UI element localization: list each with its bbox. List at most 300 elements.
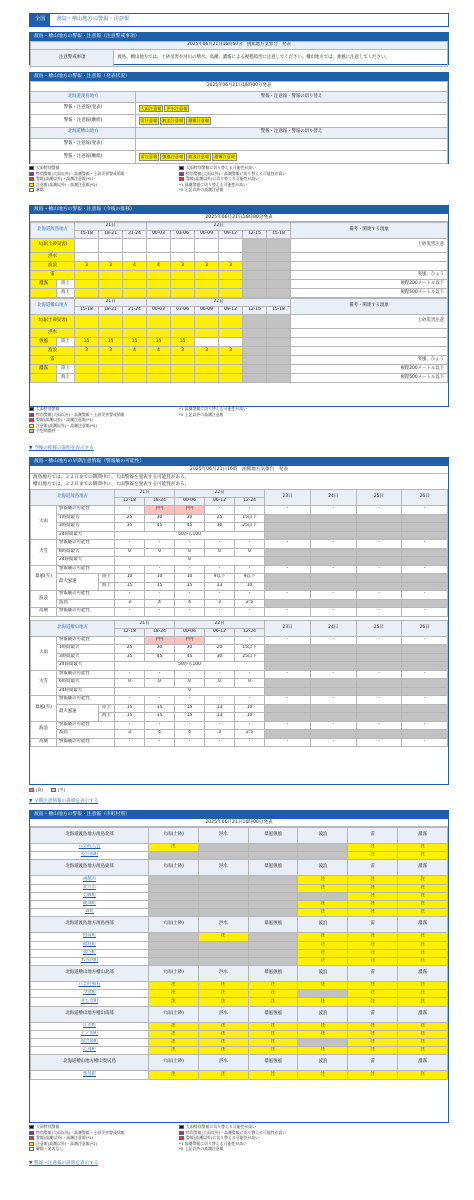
early-possibility bbox=[175, 636, 205, 645]
early-value: 13 bbox=[205, 704, 235, 713]
towns-chu: 注 bbox=[171, 1022, 176, 1028]
early-tables bbox=[30, 489, 448, 747]
forecast-cell bbox=[267, 239, 291, 253]
early-day-cell bbox=[402, 662, 448, 671]
early-value: 10 bbox=[235, 582, 265, 591]
early-dash: - bbox=[248, 696, 251, 702]
forecast-cell bbox=[171, 239, 195, 253]
forecast-cell bbox=[267, 374, 291, 383]
forecast-day1: 21日 bbox=[75, 223, 147, 231]
towns-town-link[interactable]: 今金町 bbox=[31, 990, 149, 998]
forecast-value: 3 bbox=[181, 262, 184, 268]
early-value: 15 bbox=[115, 704, 145, 713]
forecast-value: 3 bbox=[85, 262, 88, 268]
early-dash: - bbox=[378, 591, 380, 597]
early-mid: [中] bbox=[185, 506, 194, 512]
towns-chu: 注 bbox=[420, 884, 425, 890]
towns-chu: 注 bbox=[320, 876, 326, 882]
early-day-cell bbox=[356, 548, 402, 557]
forecast-cell bbox=[123, 347, 147, 356]
forecast-row-label bbox=[31, 374, 57, 383]
early-value: 15 bbox=[115, 582, 145, 591]
early-day-cell bbox=[265, 636, 311, 645]
early-sub: 1時間最大 bbox=[57, 514, 115, 523]
towns-chu: 注 bbox=[171, 1039, 176, 1045]
forecast-cell bbox=[99, 315, 123, 329]
towns-chu: 注 bbox=[171, 1030, 176, 1036]
forecast-time: 06-09 bbox=[195, 307, 219, 315]
forecast-cell bbox=[75, 374, 99, 383]
towns-col-header: 雷 bbox=[348, 828, 398, 844]
forecast-row-label: 大雨(土砂災害) bbox=[31, 315, 75, 329]
early-value: 10 bbox=[115, 574, 145, 583]
towns-chu: 注 bbox=[320, 1030, 326, 1036]
early-snow: 大雪 bbox=[31, 540, 57, 566]
early-value: 2.5 bbox=[235, 599, 265, 608]
early-value: 30 bbox=[145, 645, 175, 654]
early-time: 00-06 bbox=[175, 628, 205, 636]
towns-chu: 注 bbox=[221, 933, 226, 939]
towns-col-header: 波浪 bbox=[298, 828, 348, 844]
early-value: 15 bbox=[145, 582, 175, 591]
early-h24: 50から100 bbox=[115, 662, 265, 671]
towns-chu: 注 bbox=[320, 1047, 326, 1053]
towns-group-title: 北海道檜山地方檜山奥尻島 bbox=[31, 1055, 149, 1071]
towns-chu: 注 bbox=[420, 1030, 425, 1036]
early-day: 24日 bbox=[310, 620, 356, 636]
legend-entry: 警報(高潮以外)に切り替える可能性が高い bbox=[186, 176, 260, 181]
legend-entry: 警報(高潮以外)に切り替える可能性が高い bbox=[186, 1135, 260, 1140]
towns-cell bbox=[298, 1030, 348, 1038]
forecast-value: 3 bbox=[109, 262, 112, 268]
towns-col-header: 波浪 bbox=[298, 1006, 348, 1022]
early-value: 15以下 bbox=[235, 645, 265, 654]
towns-cell bbox=[348, 876, 398, 884]
forecast-cell bbox=[243, 262, 267, 271]
early-value bbox=[175, 565, 205, 574]
early-area[interactable]: 北海道檜山地方 bbox=[31, 620, 115, 636]
towns-chu: 注 bbox=[420, 1039, 425, 1045]
towns-cell bbox=[149, 998, 199, 1006]
forecast-cell bbox=[195, 338, 219, 347]
early-dash: - bbox=[128, 540, 131, 546]
breadcrumb-home-link[interactable]: 全国 bbox=[30, 14, 50, 26]
towns-cell bbox=[248, 884, 298, 892]
status-area1[interactable]: 北海道渡島地方 bbox=[31, 92, 136, 102]
towns-group-title: 北海道渡島地方渡島東部 bbox=[31, 860, 149, 876]
towns-town-link[interactable]: 木古内町 bbox=[31, 957, 149, 965]
forecast-section bbox=[29, 205, 449, 407]
early-possibility bbox=[235, 506, 265, 515]
early-explain-link[interactable]: ▼ 早期注意情報の説明を表示する bbox=[29, 799, 99, 804]
forecast-note: 土砂災害注意 bbox=[291, 315, 448, 329]
forecast-cell bbox=[99, 365, 123, 374]
towns-cell bbox=[198, 941, 248, 949]
early-day-cell bbox=[402, 506, 448, 515]
forecast-cell bbox=[75, 315, 99, 329]
towns-cell bbox=[198, 852, 248, 860]
status-b2-tags bbox=[136, 151, 448, 164]
early-value: 15 bbox=[175, 713, 205, 722]
towns-town-link[interactable]: 北斗市 bbox=[31, 884, 149, 892]
towns-town-link[interactable]: 函館市 bbox=[31, 876, 149, 884]
forecast-cell bbox=[171, 253, 195, 262]
towns-cell bbox=[149, 990, 199, 998]
towns-cell bbox=[348, 1071, 398, 1079]
forecast-note bbox=[291, 253, 448, 262]
towns-cell bbox=[198, 990, 248, 998]
early-day: 25日 bbox=[356, 620, 402, 636]
forecast-issued: 2025年06月21日16時00分発表 bbox=[30, 214, 448, 222]
legend-entry: 警報(高潮以外)・高潮注意報(*1) bbox=[36, 417, 94, 422]
towns-cell bbox=[149, 884, 199, 892]
early-sub: 波高 bbox=[57, 730, 115, 739]
forecast-cell bbox=[219, 253, 243, 262]
early-value: 3 bbox=[115, 599, 145, 608]
towns-cell bbox=[248, 876, 298, 884]
early-dash: - bbox=[423, 540, 426, 546]
forecast-cell bbox=[147, 315, 171, 329]
forecast-cell bbox=[147, 239, 171, 253]
forecast-row-label: 濃霧 bbox=[31, 365, 57, 374]
towns-chu: 注 bbox=[420, 1071, 425, 1077]
early-value: 10 bbox=[235, 704, 265, 713]
towns-chu: 注 bbox=[370, 876, 375, 882]
forecast-cell bbox=[219, 315, 243, 329]
early-dash: - bbox=[423, 591, 426, 597]
towns-cell bbox=[398, 957, 448, 965]
forecast-cell bbox=[75, 253, 99, 262]
early-day-cell bbox=[402, 704, 448, 713]
early-time: 18-24 bbox=[145, 498, 175, 506]
early-day: 25日 bbox=[356, 490, 402, 506]
towns-chu: 注 bbox=[420, 982, 425, 988]
early-dash: - bbox=[248, 540, 251, 546]
towns-cell bbox=[348, 1047, 398, 1055]
forecast-cell bbox=[219, 338, 243, 347]
towns-town-link[interactable]: 福島町 bbox=[31, 941, 149, 949]
forecast-area[interactable]: 北海道渡島地方 bbox=[31, 223, 75, 239]
towns-chu: 注 bbox=[370, 941, 375, 947]
legend-high: [高] bbox=[36, 787, 43, 792]
early-sub: 警報級の可能性 bbox=[57, 565, 115, 574]
towns-chu: 注 bbox=[221, 1030, 226, 1036]
towns-col-header: 波浪 bbox=[298, 860, 348, 876]
early-time: 18-24 bbox=[145, 628, 175, 636]
forecast-cell bbox=[195, 347, 219, 356]
towns-cell bbox=[248, 1022, 298, 1030]
early-value bbox=[115, 721, 145, 730]
legend-entry: 大雨特別警報に切り替える可能性が高い bbox=[186, 1124, 257, 1129]
breadcrumb-current: 渡島・檜山地方の警報・注意報 bbox=[56, 16, 130, 23]
towns-chu: 注 bbox=[370, 844, 375, 850]
forecast-cell bbox=[75, 329, 99, 338]
towns-cell bbox=[348, 909, 398, 917]
forecast-cell bbox=[243, 329, 267, 338]
early-dash: - bbox=[128, 591, 131, 597]
towns-col-header: 雷 bbox=[348, 1006, 398, 1022]
early-day-cell bbox=[402, 582, 448, 591]
legend-entry: 警報(高潮以外)・高潮注意報(*1) bbox=[36, 1135, 94, 1140]
early-dash: - bbox=[332, 540, 334, 546]
towns-town-link[interactable]: 知内町 bbox=[31, 949, 149, 957]
status-a2-tag: 濃霧注意報 bbox=[188, 118, 210, 124]
towns-cell bbox=[149, 982, 199, 990]
towns-cell bbox=[298, 1071, 348, 1079]
towns-cell bbox=[398, 1039, 448, 1047]
early-dash: - bbox=[128, 721, 131, 727]
early-day-cell bbox=[310, 540, 356, 549]
forecast-time: 12-15 bbox=[243, 231, 267, 239]
early-value: 15以下 bbox=[235, 514, 265, 523]
status-area2[interactable]: 北海道檜山地方 bbox=[31, 128, 136, 138]
towns-cell bbox=[298, 1039, 348, 1047]
towns-cell bbox=[298, 957, 348, 965]
towns-town-link[interactable]: 松前町 bbox=[31, 933, 149, 941]
forecast-area[interactable]: 北海道檜山地方 bbox=[31, 299, 75, 315]
forecast-cell bbox=[267, 347, 291, 356]
towns-cell bbox=[298, 1022, 348, 1030]
early-value bbox=[175, 721, 205, 730]
early-day-cell bbox=[356, 679, 402, 688]
early-dash: - bbox=[378, 721, 380, 727]
forecast-cell bbox=[171, 271, 195, 280]
towns-cell bbox=[298, 884, 348, 892]
forecast-cell bbox=[219, 289, 243, 298]
forecast-cell bbox=[267, 315, 291, 329]
towns-cell bbox=[248, 852, 298, 860]
early-day2: 22日 bbox=[175, 620, 265, 628]
early-day-cell bbox=[310, 687, 356, 696]
early-dash: - bbox=[332, 565, 334, 571]
towns-cell bbox=[398, 1047, 448, 1055]
early-value bbox=[205, 565, 235, 574]
legend-entry: *2 上記以外の高潮注意報 bbox=[179, 411, 224, 417]
early-day-cell bbox=[265, 687, 311, 696]
forecast-value: 4 bbox=[133, 347, 136, 353]
early-value: 30 bbox=[145, 514, 175, 523]
forecast-cell bbox=[243, 315, 267, 329]
early-day-cell bbox=[356, 540, 402, 549]
status-a1-tags bbox=[136, 102, 448, 115]
early-day-cell bbox=[402, 599, 448, 608]
status-row-cont2: 警報・注意報(継続) bbox=[31, 151, 136, 164]
early-dash: - bbox=[286, 696, 289, 702]
towns-town-link[interactable]: 森町 bbox=[31, 909, 149, 917]
early-day-cell bbox=[310, 548, 356, 557]
early-value bbox=[205, 591, 235, 600]
towns-town-link[interactable]: 上ノ国町 bbox=[31, 1030, 149, 1038]
status-a2-tag: 雷注意報 bbox=[140, 118, 158, 124]
early-value: 0 bbox=[175, 548, 205, 557]
early-sub: 6時間最大 bbox=[57, 679, 115, 688]
early-day-cell bbox=[402, 730, 448, 739]
forecast-row-sub: 海上 bbox=[57, 289, 75, 298]
forecast-cell bbox=[147, 347, 171, 356]
towns-cell bbox=[398, 990, 448, 998]
towns-col-header: 大雨(土砂) bbox=[149, 966, 199, 982]
towns-town-link[interactable]: 七飯町 bbox=[31, 892, 149, 900]
towns-chu: 注 bbox=[370, 884, 375, 890]
early-header: 渡島・檜山地方の早期注意情報（警報級の可能性） bbox=[30, 458, 448, 466]
early-sub: 24時間最大 bbox=[57, 662, 115, 671]
forecast-cell bbox=[195, 374, 219, 383]
towns-col-header: 洪水 bbox=[198, 917, 248, 933]
early-value bbox=[115, 670, 145, 679]
towns-town-link[interactable]: 厚沢部町 bbox=[31, 1039, 149, 1047]
forecast-time: 00-03 bbox=[147, 231, 171, 239]
towns-town-link[interactable]: 鹿部町 bbox=[31, 900, 149, 908]
towns-town-link[interactable]: 長万部町 bbox=[31, 852, 149, 860]
early-sub: 警報級の可能性 bbox=[57, 591, 115, 600]
early-day-cell bbox=[310, 721, 356, 730]
towns-cell bbox=[398, 941, 448, 949]
towns-cell bbox=[398, 892, 448, 900]
status-row-issued2: 警報・注意報(発表) bbox=[31, 138, 136, 151]
early-day-cell bbox=[310, 531, 356, 540]
early-dash: - bbox=[158, 670, 161, 676]
early-day-cell bbox=[265, 696, 311, 705]
early-day-cell bbox=[356, 523, 402, 532]
forecast-cell bbox=[243, 289, 267, 298]
early-possibility bbox=[205, 506, 235, 515]
forecast-time: 03-06 bbox=[171, 307, 195, 315]
towns-cell bbox=[149, 876, 199, 884]
forecast-cell bbox=[99, 356, 123, 365]
early-dash: - bbox=[378, 540, 380, 546]
early-day-cell bbox=[310, 730, 356, 739]
towns-cell bbox=[198, 998, 248, 1006]
early-day-cell bbox=[310, 645, 356, 654]
towns-cell bbox=[149, 949, 199, 957]
forecast-cell bbox=[243, 365, 267, 374]
early-text2: 檜山地方では、２２日までの期間中に、大雨警報を発表する可能性がある。 bbox=[33, 482, 190, 487]
forecast-value: 3 bbox=[181, 347, 184, 353]
towns-cell bbox=[298, 941, 348, 949]
early-time: 12-18 bbox=[115, 498, 145, 506]
early-dash: - bbox=[286, 506, 289, 512]
towns-town-link[interactable]: 奥尻町 bbox=[31, 1071, 149, 1079]
forecast-cell bbox=[243, 253, 267, 262]
early-area[interactable]: 北海道渡島地方 bbox=[31, 490, 115, 506]
towns-chu: 注 bbox=[221, 1039, 226, 1045]
forecast-note: 突風、ひょう bbox=[291, 271, 448, 280]
forecast-cell bbox=[219, 239, 243, 253]
early-day-cell bbox=[310, 557, 356, 566]
forecast-note: 突風、ひょう bbox=[291, 356, 448, 365]
early-dash: - bbox=[332, 608, 334, 614]
early-day-cell bbox=[265, 721, 311, 730]
towns-cell bbox=[398, 982, 448, 990]
early-day-cell bbox=[265, 565, 311, 574]
early-value: 15 bbox=[145, 704, 175, 713]
legend-entry: 注意報(高潮以外)・高潮注意報(*2) bbox=[36, 181, 98, 187]
early-value: 20 bbox=[205, 645, 235, 654]
towns-chu: 注 bbox=[171, 990, 176, 996]
forecast-cell bbox=[75, 365, 99, 374]
towns-cell bbox=[248, 933, 298, 941]
towns-col-header: 暴風強風 bbox=[248, 1055, 298, 1071]
forecast-header: 渡島・檜山地方の警報・注意報（今後の推移） bbox=[30, 206, 448, 214]
forecast-value: 3 bbox=[205, 262, 208, 268]
early-value bbox=[175, 591, 205, 600]
towns-chu: 注 bbox=[320, 1022, 326, 1028]
early-time: 00-06 bbox=[175, 498, 205, 506]
forecast-cell bbox=[171, 315, 195, 329]
forecast-cell bbox=[195, 289, 219, 298]
early-value bbox=[115, 608, 145, 617]
legend-early bbox=[29, 787, 449, 795]
towns-explain-link[interactable]: ▼ 警報・注意報の説明を表示する bbox=[29, 1161, 99, 1166]
towns-cell bbox=[398, 852, 448, 860]
forecast-cell bbox=[267, 253, 291, 262]
early-value: 3 bbox=[115, 730, 145, 739]
early-dash: - bbox=[218, 636, 221, 642]
towns-cell bbox=[248, 1047, 298, 1055]
towns-chu: 注 bbox=[370, 852, 375, 858]
breadcrumb bbox=[29, 13, 449, 27]
forecast-value: 15 bbox=[83, 338, 90, 344]
legend-entry: 大雨特別警報 bbox=[36, 165, 60, 170]
towns-chu: 注 bbox=[420, 998, 425, 1004]
early-day-cell bbox=[265, 738, 311, 747]
early-value: 25 bbox=[115, 645, 145, 654]
early-value: 9以下 bbox=[205, 574, 235, 583]
early-value: 10 bbox=[175, 574, 205, 583]
early-day-cell bbox=[356, 531, 402, 540]
towns-col-header: 大雨(土砂) bbox=[149, 1055, 199, 1071]
towns-town-link[interactable]: せたな町 bbox=[31, 998, 149, 1006]
forecast-time: 06-09 bbox=[195, 231, 219, 239]
forecast-row-sub: 陸上 bbox=[57, 338, 75, 347]
towns-town-link[interactable]: 八雲町八雲 bbox=[31, 844, 149, 852]
towns-issued: 2025年06月21日16時00分発表 bbox=[30, 819, 448, 827]
towns-chu: 注 bbox=[370, 949, 375, 955]
towns-chu: 注 bbox=[320, 884, 326, 890]
towns-town-link[interactable]: 江差町 bbox=[31, 1022, 149, 1030]
early-value bbox=[235, 540, 265, 549]
towns-chu: 注 bbox=[171, 844, 176, 850]
forecast-cell bbox=[195, 356, 219, 365]
early-day-cell bbox=[356, 582, 402, 591]
early-value: 0 bbox=[115, 548, 145, 557]
caution-header: 渡島・檜山地方の警報・注意報（注意警戒事項） bbox=[30, 33, 448, 41]
early-value: 0 bbox=[205, 679, 235, 688]
early-sub: 3時間最大 bbox=[57, 523, 115, 532]
early-value bbox=[145, 540, 175, 549]
early-value: 15 bbox=[115, 713, 145, 722]
status-b2-tag: 濃霧注意報 bbox=[214, 154, 236, 160]
early-day-cell bbox=[356, 662, 402, 671]
towns-town-link[interactable]: 八雲町熊石 bbox=[31, 982, 149, 990]
towns-cell bbox=[348, 933, 398, 941]
early-day-cell bbox=[310, 565, 356, 574]
towns-chu: 注 bbox=[420, 852, 425, 858]
forecast-value: 15 bbox=[155, 338, 162, 344]
early-value: 13 bbox=[205, 582, 235, 591]
forecast-explain-link[interactable]: ▼ 今後の推移の説明を表示する bbox=[29, 446, 94, 451]
early-sub: 24時間最大 bbox=[57, 557, 115, 566]
early-dash: - bbox=[158, 565, 161, 571]
early-day-cell bbox=[356, 721, 402, 730]
early-dash: - bbox=[332, 506, 334, 512]
forecast-cell bbox=[171, 365, 195, 374]
towns-town-link[interactable]: 乙部町 bbox=[31, 1047, 149, 1055]
forecast-time: 21-24 bbox=[123, 231, 147, 239]
early-day-cell bbox=[402, 670, 448, 679]
towns-col-header: 暴風強風 bbox=[248, 917, 298, 933]
towns-col-header: 雷 bbox=[348, 860, 398, 876]
